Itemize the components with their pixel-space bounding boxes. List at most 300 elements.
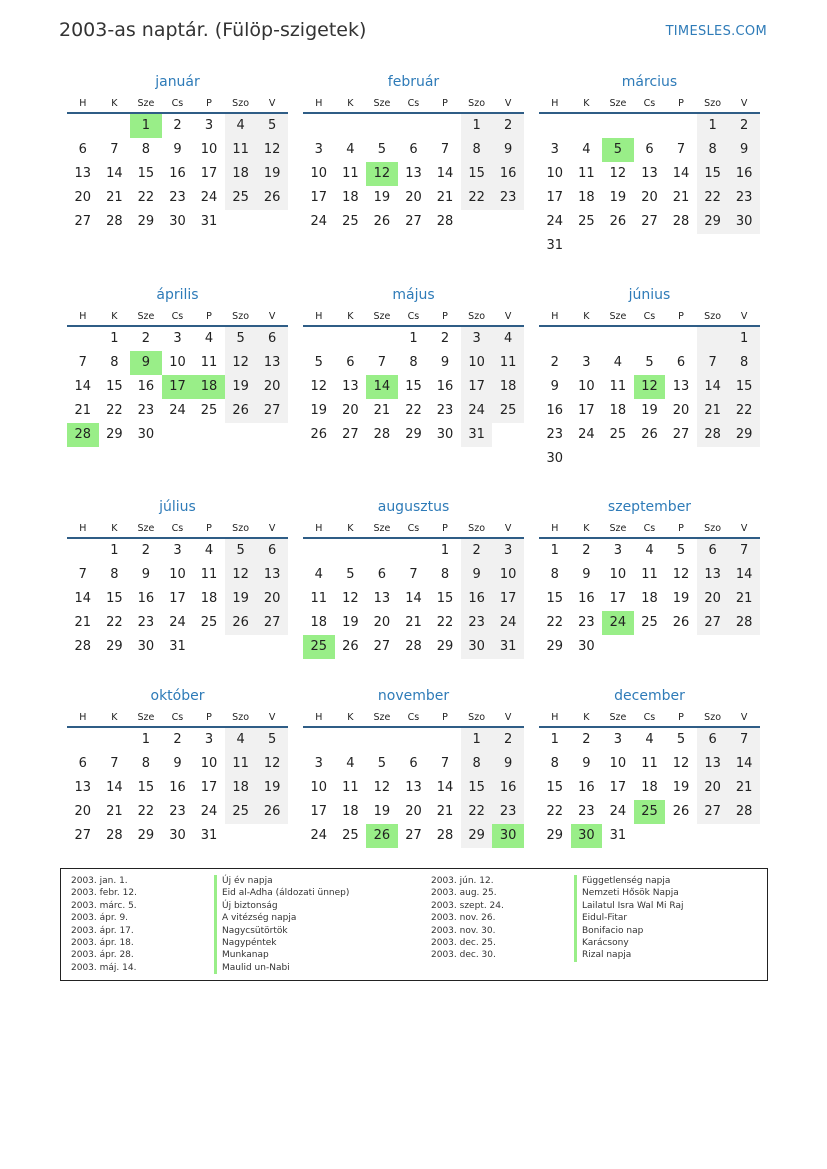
weekday-label: Cs: [407, 311, 420, 322]
day-cell: 2: [141, 543, 151, 558]
day-cell: 14: [436, 780, 454, 795]
weekday-label: Szo: [704, 311, 722, 322]
day-cell: 8: [461, 752, 493, 776]
day-cell: 13: [256, 351, 288, 375]
weekday-header: [539, 308, 760, 327]
month-4: [67, 286, 288, 447]
day-cell: 8: [440, 567, 450, 582]
weekday-label: P: [442, 712, 448, 723]
day-cell: 20: [256, 587, 288, 611]
day-cell: 19: [373, 804, 391, 819]
day-cell: 28: [728, 800, 760, 824]
day-grid: [67, 327, 288, 447]
day-cell: 12: [225, 563, 257, 587]
empty-cell: [398, 728, 430, 752]
weekday-label: V: [504, 523, 512, 534]
holiday-day-cell: 18: [193, 375, 225, 399]
day-cell: 5: [346, 567, 355, 582]
weekday-label: P: [206, 712, 212, 723]
day-cell: 16: [578, 780, 595, 795]
weekday-label: H: [551, 311, 559, 322]
day-cell: 21: [405, 615, 422, 630]
weekday-header: [67, 95, 288, 114]
weekday-label: K: [347, 98, 354, 109]
day-cell: 13: [373, 591, 391, 606]
empty-cell: [303, 114, 335, 138]
weekday-label: Szo: [704, 523, 722, 534]
day-cell: 18: [342, 190, 359, 205]
day-cell: 26: [342, 639, 359, 654]
weekday-label: Cs: [643, 98, 656, 109]
day-cell: 7: [110, 756, 119, 771]
day-cell: 29: [728, 423, 760, 447]
day-cell: 18: [578, 190, 595, 205]
weekday-label: V: [740, 98, 748, 109]
day-cell: 14: [106, 780, 123, 795]
weekday-label: H: [79, 98, 87, 109]
empty-cell: [67, 728, 99, 752]
day-cell: 13: [405, 166, 422, 181]
weekday-label: V: [504, 98, 512, 109]
day-cell: 27: [342, 427, 359, 442]
day-cell: 26: [225, 611, 257, 635]
day-cell: 2: [461, 539, 493, 563]
day-cell: 6: [409, 142, 418, 157]
day-cell: 4: [492, 327, 524, 351]
weekday-label: K: [583, 98, 590, 109]
day-cell: 5: [377, 756, 387, 771]
empty-cell: [335, 114, 367, 138]
day-cell: 25: [342, 214, 359, 229]
day-cell: 29: [106, 427, 123, 442]
holiday-day-cell: 26: [366, 824, 398, 848]
day-cell: 1: [461, 114, 493, 138]
day-cell: 2: [173, 118, 182, 133]
day-cell: 30: [169, 214, 186, 229]
day-cell: 23: [436, 403, 454, 418]
empty-cell: [366, 728, 398, 752]
day-cell: 24: [200, 804, 218, 819]
day-cell: 29: [137, 828, 155, 843]
day-cell: 15: [461, 776, 493, 800]
empty-cell: [99, 114, 131, 138]
empty-cell: [602, 327, 634, 351]
day-cell: 10: [310, 166, 328, 181]
day-cell: 30: [728, 210, 760, 234]
day-cell: 27: [74, 214, 92, 229]
weekday-label: H: [315, 311, 323, 322]
legend-holiday-name: Függetlenség napja: [574, 875, 683, 887]
day-cell: 20: [672, 403, 690, 418]
legend-date: 2003. máj. 14.: [71, 962, 137, 973]
weekday-label: H: [79, 311, 87, 322]
empty-cell: [366, 539, 398, 563]
day-cell: 15: [106, 591, 123, 606]
weekday-label: Sze: [137, 98, 155, 109]
day-cell: 22: [461, 186, 493, 210]
day-cell: 3: [173, 331, 182, 346]
day-cell: 14: [436, 166, 454, 181]
day-cell: 3: [582, 355, 591, 370]
day-cell: 3: [550, 142, 559, 157]
day-cell: 30: [461, 635, 493, 659]
day-cell: 21: [436, 190, 454, 205]
day-cell: 13: [342, 379, 359, 394]
holiday-day-cell: 24: [602, 611, 634, 635]
empty-cell: [335, 327, 367, 351]
weekday-label: V: [504, 712, 512, 723]
day-cell: 30: [169, 828, 186, 843]
day-cell: 11: [310, 591, 328, 606]
day-cell: 30: [137, 427, 155, 442]
day-cell: 19: [256, 162, 288, 186]
day-cell: 21: [106, 804, 123, 819]
weekday-label: Szo: [468, 523, 486, 534]
day-cell: 14: [405, 591, 422, 606]
day-cell: 23: [492, 800, 524, 824]
day-cell: 16: [578, 591, 595, 606]
month-3: [539, 73, 760, 258]
legend-holiday-name: Bonifacio nap: [574, 925, 683, 937]
day-cell: 11: [342, 166, 359, 181]
day-cell: 5: [377, 142, 387, 157]
day-cell: 6: [78, 142, 87, 157]
day-cell: 20: [373, 615, 391, 630]
day-cell: 30: [546, 451, 564, 466]
month-name: június: [628, 287, 671, 303]
legend-holiday-name: Lailatul Isra Wal Mi Raj: [574, 900, 683, 912]
weekday-label: H: [79, 523, 87, 534]
month-name: október: [150, 688, 205, 704]
day-cell: 17: [200, 166, 218, 181]
month-name: december: [614, 688, 685, 704]
day-cell: 18: [609, 403, 627, 418]
day-cell: 4: [346, 142, 355, 157]
day-cell: 30: [137, 639, 155, 654]
day-cell: 16: [492, 162, 524, 186]
day-cell: 19: [342, 615, 359, 630]
day-cell: 3: [204, 118, 214, 133]
weekday-label: P: [442, 523, 448, 534]
day-cell: 1: [461, 728, 493, 752]
day-cell: 10: [310, 780, 328, 795]
day-cell: 30: [578, 639, 595, 654]
weekday-label: Szo: [232, 712, 250, 723]
day-cell: 24: [609, 804, 627, 819]
day-cell: 16: [137, 379, 155, 394]
weekday-label: H: [551, 523, 559, 534]
day-cell: 27: [405, 828, 422, 843]
holiday-day-cell: 28: [67, 423, 99, 447]
day-cell: 2: [141, 331, 151, 346]
month-1: [67, 73, 288, 234]
legend-left-dates: [71, 875, 137, 974]
weekday-label: Cs: [643, 712, 656, 723]
empty-cell: [429, 728, 461, 752]
holiday-legend: [60, 868, 768, 981]
day-cell: 15: [137, 166, 155, 181]
weekday-label: Cs: [407, 523, 420, 534]
legend-date: 2003. ápr. 28.: [71, 950, 134, 961]
day-cell: 22: [137, 804, 155, 819]
day-cell: 6: [697, 728, 729, 752]
day-cell: 25: [609, 427, 627, 442]
day-cell: 24: [169, 615, 186, 630]
day-grid: [67, 539, 288, 659]
day-cell: 22: [137, 190, 155, 205]
day-cell: 15: [697, 162, 729, 186]
day-cell: 11: [342, 780, 359, 795]
day-cell: 9: [173, 142, 182, 157]
weekday-label: P: [206, 98, 212, 109]
day-cell: 6: [377, 567, 387, 582]
day-cell: 12: [342, 591, 359, 606]
day-cell: 9: [550, 379, 559, 394]
day-cell: 1: [550, 543, 559, 558]
weekday-header: [539, 95, 760, 114]
day-cell: 5: [645, 355, 654, 370]
weekday-label: K: [583, 523, 590, 534]
day-cell: 12: [672, 567, 690, 582]
day-cell: 16: [728, 162, 760, 186]
day-cell: 16: [492, 776, 524, 800]
day-cell: 12: [256, 138, 288, 162]
weekday-label: V: [740, 712, 748, 723]
legend-holiday-name: Új év napja: [214, 875, 349, 887]
day-cell: 6: [676, 355, 686, 370]
day-cell: 15: [137, 780, 155, 795]
day-cell: 19: [256, 776, 288, 800]
day-cell: 2: [582, 543, 591, 558]
day-cell: 26: [672, 804, 690, 819]
weekday-label: Sze: [137, 712, 155, 723]
legend-date: 2003. dec. 25.: [431, 937, 496, 948]
day-cell: 20: [405, 804, 422, 819]
day-cell: 24: [169, 403, 186, 418]
day-cell: 23: [578, 804, 595, 819]
day-cell: 25: [641, 615, 658, 630]
day-cell: 12: [310, 379, 328, 394]
empty-cell: [602, 114, 634, 138]
day-cell: 13: [74, 780, 92, 795]
day-cell: 16: [169, 166, 186, 181]
weekday-label: P: [442, 311, 448, 322]
day-cell: 4: [645, 732, 654, 747]
day-cell: 12: [225, 351, 257, 375]
weekday-label: V: [268, 311, 276, 322]
weekday-header: [303, 709, 524, 728]
day-cell: 31: [200, 828, 218, 843]
day-cell: 1: [440, 543, 450, 558]
day-cell: 17: [200, 780, 218, 795]
day-cell: 22: [106, 403, 123, 418]
day-cell: 29: [106, 639, 123, 654]
day-cell: 28: [728, 611, 760, 635]
day-cell: 10: [609, 756, 627, 771]
legend-date: 2003. febr. 12.: [71, 888, 137, 899]
day-cell: 16: [546, 403, 564, 418]
day-cell: 9: [582, 756, 591, 771]
day-cell: 1: [728, 327, 760, 351]
day-cell: 1: [697, 114, 729, 138]
weekday-label: Szo: [232, 311, 250, 322]
weekday-label: V: [268, 712, 276, 723]
day-cell: 16: [137, 591, 155, 606]
day-cell: 11: [492, 351, 524, 375]
day-cell: 7: [697, 351, 729, 375]
weekday-label: Szo: [232, 523, 250, 534]
day-cell: 15: [436, 591, 454, 606]
day-cell: 4: [613, 355, 623, 370]
weekday-label: P: [678, 523, 684, 534]
holiday-day-cell: 12: [634, 375, 666, 399]
day-cell: 18: [342, 804, 359, 819]
day-cell: 19: [310, 403, 328, 418]
legend-date: 2003. ápr. 9.: [71, 913, 129, 924]
weekday-label: H: [551, 712, 559, 723]
weekday-header: [539, 709, 760, 728]
weekday-label: K: [583, 311, 590, 322]
empty-cell: [303, 327, 335, 351]
holiday-day-cell: 30: [492, 824, 524, 848]
empty-cell: [303, 728, 335, 752]
day-cell: 24: [200, 190, 218, 205]
day-cell: 4: [225, 114, 257, 138]
day-cell: 7: [377, 355, 387, 370]
day-cell: 17: [310, 190, 328, 205]
day-cell: 24: [578, 427, 595, 442]
day-cell: 9: [461, 563, 493, 587]
month-name: január: [155, 74, 200, 90]
empty-cell: [303, 539, 335, 563]
month-9: [539, 498, 760, 659]
empty-cell: [697, 327, 729, 351]
day-cell: 11: [200, 567, 218, 582]
day-cell: 27: [74, 828, 92, 843]
empty-cell: [539, 114, 571, 138]
day-cell: 1: [110, 543, 119, 558]
day-cell: 26: [225, 399, 257, 423]
day-cell: 5: [676, 732, 686, 747]
holiday-day-cell: 12: [366, 162, 398, 186]
weekday-label: K: [111, 311, 118, 322]
month-name: augusztus: [377, 499, 450, 515]
day-cell: 15: [461, 162, 493, 186]
day-cell: 9: [492, 752, 524, 776]
weekday-label: Szo: [468, 712, 486, 723]
day-cell: 29: [461, 824, 493, 848]
day-cell: 4: [204, 543, 214, 558]
day-grid: [539, 114, 760, 258]
month-5: [303, 286, 524, 447]
weekday-label: V: [268, 523, 276, 534]
legend-date: 2003. jún. 12.: [431, 876, 494, 886]
day-cell: 26: [373, 214, 391, 229]
day-cell: 10: [609, 567, 627, 582]
day-cell: 25: [200, 615, 218, 630]
month-name: április: [156, 287, 199, 303]
weekday-label: H: [315, 98, 323, 109]
weekday-label: H: [79, 712, 87, 723]
day-cell: 20: [697, 587, 729, 611]
day-cell: 29: [697, 210, 729, 234]
day-cell: 11: [609, 379, 627, 394]
day-cell: 2: [582, 732, 591, 747]
day-cell: 2: [173, 732, 182, 747]
day-cell: 12: [672, 756, 690, 771]
day-cell: 18: [492, 375, 524, 399]
day-cell: 23: [546, 427, 564, 442]
day-cell: 11: [641, 756, 658, 771]
legend-right-dates: [431, 875, 504, 962]
month-7: [67, 498, 288, 659]
day-cell: 11: [225, 752, 257, 776]
day-cell: 21: [106, 190, 123, 205]
day-cell: 1: [141, 732, 151, 747]
day-cell: 11: [641, 567, 658, 582]
day-cell: 7: [728, 539, 760, 563]
day-cell: 21: [373, 403, 391, 418]
day-cell: 7: [440, 142, 450, 157]
day-cell: 17: [169, 591, 186, 606]
day-cell: 12: [256, 752, 288, 776]
legend-holiday-name: Rizal napja: [574, 949, 683, 961]
day-cell: 24: [310, 828, 328, 843]
weekday-label: Cs: [171, 98, 184, 109]
weekday-label: P: [206, 311, 212, 322]
month-name: július: [159, 499, 196, 515]
day-cell: 8: [550, 567, 559, 582]
empty-cell: [366, 114, 398, 138]
day-cell: 27: [641, 214, 658, 229]
legend-date: 2003. jan. 1.: [71, 876, 128, 886]
day-cell: 4: [204, 331, 214, 346]
weekday-label: P: [678, 311, 684, 322]
weekday-label: Szo: [468, 311, 486, 322]
day-grid: [67, 728, 288, 848]
day-cell: 13: [697, 563, 729, 587]
weekday-label: Sze: [609, 98, 627, 109]
day-cell: 13: [672, 379, 690, 394]
day-cell: 26: [641, 427, 658, 442]
legend-date: 2003. nov. 30.: [431, 925, 496, 936]
day-cell: 11: [225, 138, 257, 162]
weekday-label: V: [504, 311, 512, 322]
empty-cell: [571, 327, 603, 351]
day-grid: [539, 327, 760, 471]
day-cell: 20: [342, 403, 359, 418]
day-cell: 20: [74, 190, 92, 205]
day-cell: 3: [613, 732, 623, 747]
day-cell: 19: [609, 190, 627, 205]
month-name: február: [387, 74, 440, 90]
day-cell: 4: [314, 567, 323, 582]
day-cell: 27: [697, 800, 729, 824]
day-cell: 25: [578, 214, 595, 229]
brand-link[interactable]: TIMESLES.COM: [665, 24, 767, 39]
empty-cell: [335, 539, 367, 563]
day-cell: 22: [697, 186, 729, 210]
day-cell: 7: [110, 142, 119, 157]
empty-cell: [335, 728, 367, 752]
day-cell: 20: [256, 375, 288, 399]
weekday-label: Sze: [609, 712, 627, 723]
day-cell: 18: [310, 615, 328, 630]
weekday-header: [303, 308, 524, 327]
day-grid: [539, 539, 760, 659]
day-cell: 15: [546, 591, 564, 606]
day-cell: 29: [546, 828, 564, 843]
